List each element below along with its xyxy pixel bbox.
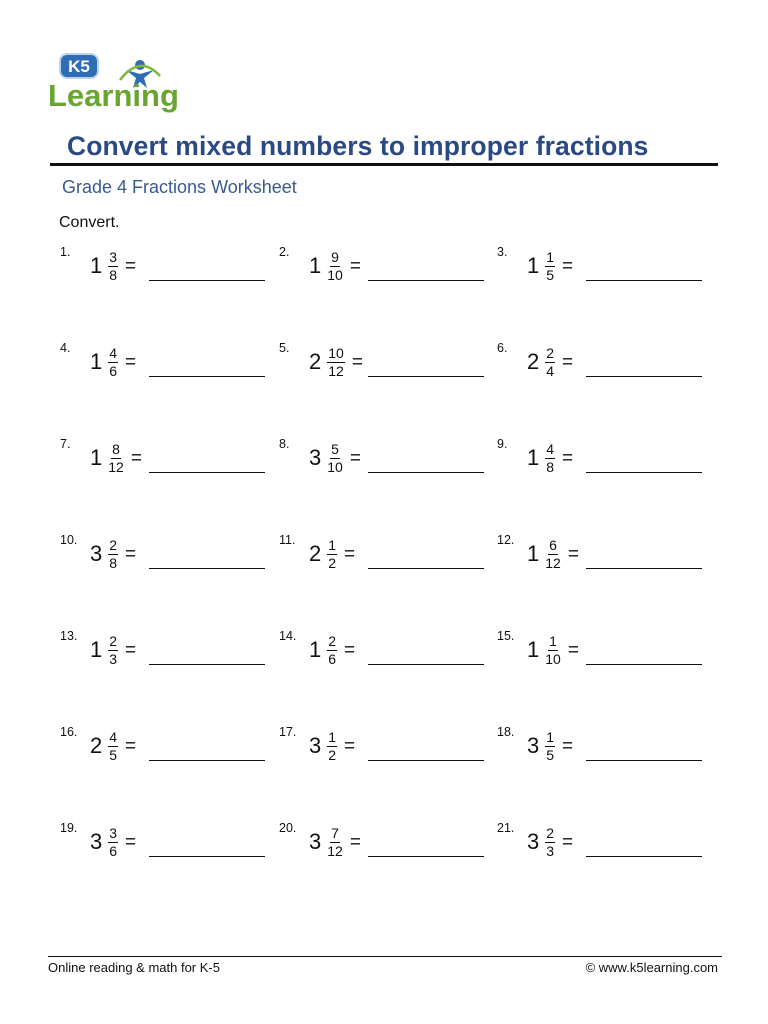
mixed-number	[309, 440, 361, 476]
fraction	[327, 730, 337, 763]
fraction	[545, 826, 555, 859]
whole-number: 3	[309, 445, 322, 470]
fraction	[545, 250, 555, 283]
numerator: 10	[328, 344, 344, 361]
denominator: 2	[328, 746, 337, 763]
numerator: 1	[546, 728, 555, 745]
problem-number: 5.	[279, 341, 290, 355]
fraction	[108, 730, 118, 763]
equals-sign: =	[562, 447, 574, 469]
answer-blank[interactable]	[149, 760, 265, 761]
problem-number: 13.	[60, 629, 78, 643]
denominator: 10	[327, 266, 343, 283]
equals-sign: =	[125, 351, 137, 373]
problem-item	[497, 437, 702, 481]
answer-blank[interactable]	[368, 472, 484, 473]
mixed-number	[309, 536, 355, 572]
logo-badge-text: K5	[68, 57, 90, 76]
whole-number: 1	[309, 637, 322, 662]
numerator: 1	[328, 728, 337, 745]
equals-sign: =	[344, 543, 356, 565]
denominator: 12	[108, 458, 124, 475]
fraction	[545, 346, 555, 379]
problem-item	[279, 533, 484, 577]
numerator: 5	[331, 440, 339, 457]
equals-sign: =	[125, 543, 137, 565]
mixed-number	[309, 632, 355, 668]
answer-blank[interactable]	[586, 760, 702, 761]
fraction	[327, 634, 337, 667]
equals-sign: =	[130, 447, 142, 469]
numerator: 9	[331, 248, 339, 265]
denominator: 2	[328, 554, 337, 571]
numerator: 2	[546, 824, 555, 841]
worksheet-subtitle: Grade 4 Fractions Worksheet	[62, 177, 297, 197]
problem-item	[60, 533, 265, 577]
mixed-number	[527, 824, 573, 860]
denominator: 10	[545, 650, 561, 667]
answer-blank[interactable]	[149, 376, 265, 377]
problem-number: 7.	[60, 437, 71, 451]
mixed-number	[90, 536, 136, 572]
whole-number: 1	[527, 637, 540, 662]
footer-website: © www.k5learning.com	[585, 960, 718, 975]
problem-item	[497, 245, 702, 289]
fraction	[545, 634, 561, 667]
denominator: 6	[109, 362, 118, 379]
title-divider	[50, 163, 718, 166]
numerator: 2	[546, 344, 555, 361]
worksheet-title: Convert mixed numbers to improper fractions	[67, 131, 649, 161]
equals-sign: =	[562, 255, 574, 277]
whole-number: 3	[90, 829, 103, 854]
answer-blank[interactable]	[586, 280, 702, 281]
answer-blank[interactable]	[586, 664, 702, 665]
whole-number: 1	[527, 541, 540, 566]
fraction	[545, 442, 555, 475]
fraction	[108, 346, 118, 379]
problem-item	[497, 533, 702, 577]
answer-blank[interactable]	[368, 280, 484, 281]
numerator: 4	[109, 728, 118, 745]
fraction	[327, 442, 343, 475]
numerator: 4	[109, 344, 118, 361]
numerator: 7	[331, 824, 339, 841]
equals-sign: =	[562, 351, 574, 373]
fraction	[108, 634, 118, 667]
equals-sign: =	[125, 831, 137, 853]
denominator: 4	[546, 362, 555, 379]
problem-number: 8.	[279, 437, 290, 451]
fraction	[108, 826, 118, 859]
whole-number: 1	[527, 253, 540, 278]
problem-number: 21.	[497, 821, 515, 835]
whole-number: 2	[309, 541, 322, 566]
problem-number: 20.	[279, 821, 297, 835]
instruction-text: Convert.	[59, 214, 120, 231]
whole-number: 3	[527, 829, 540, 854]
problem-number: 4.	[60, 341, 71, 355]
mixed-number	[90, 632, 136, 668]
whole-number: 1	[90, 349, 103, 374]
denominator: 3	[109, 650, 118, 667]
numerator: 2	[328, 632, 337, 649]
whole-number: 3	[527, 733, 540, 758]
whole-number: 1	[90, 445, 103, 470]
whole-number: 1	[90, 253, 103, 278]
equals-sign: =	[125, 735, 137, 757]
problem-number: 12.	[497, 533, 515, 547]
fraction	[108, 250, 118, 283]
answer-blank[interactable]	[368, 760, 484, 761]
equals-sign: =	[349, 447, 361, 469]
problem-item	[60, 725, 265, 769]
numerator: 3	[109, 824, 118, 841]
problem-number: 6.	[497, 341, 508, 355]
problem-number: 18.	[497, 725, 515, 739]
fraction	[327, 250, 343, 283]
problem-item	[497, 725, 702, 769]
numerator: 1	[549, 632, 557, 649]
numerator: 8	[112, 440, 120, 457]
problem-item	[279, 245, 484, 289]
whole-number: 1	[90, 637, 103, 662]
problem-item	[279, 725, 484, 769]
whole-number: 2	[90, 733, 103, 758]
answer-blank[interactable]	[149, 856, 265, 857]
answer-blank[interactable]	[586, 376, 702, 377]
problem-number: 15.	[497, 629, 515, 643]
equals-sign: =	[125, 639, 137, 661]
whole-number: 2	[527, 349, 540, 374]
mixed-number	[309, 824, 361, 860]
mixed-number	[309, 728, 355, 764]
answer-blank[interactable]	[149, 280, 265, 281]
answer-blank[interactable]	[149, 472, 265, 473]
problem-item	[497, 821, 702, 865]
answer-blank[interactable]	[368, 664, 484, 665]
denominator: 8	[546, 458, 555, 475]
problem-number: 3.	[497, 245, 508, 259]
equals-sign: =	[349, 255, 361, 277]
fraction	[108, 442, 124, 475]
denominator: 6	[109, 842, 118, 859]
problem-number: 11.	[279, 533, 296, 547]
fraction	[327, 538, 337, 571]
numerator: 1	[546, 248, 555, 265]
problem-item	[60, 245, 265, 289]
numerator: 4	[546, 440, 555, 457]
denominator: 5	[109, 746, 118, 763]
numerator: 2	[109, 632, 118, 649]
fraction	[327, 346, 345, 379]
mixed-number	[527, 632, 579, 668]
problem-number: 16.	[60, 725, 78, 739]
mixed-number	[527, 728, 573, 764]
equals-sign: =	[125, 255, 137, 277]
problem-number: 10.	[60, 533, 78, 547]
mixed-number	[90, 440, 142, 476]
denominator: 5	[546, 746, 555, 763]
equals-sign: =	[562, 735, 574, 757]
answer-blank[interactable]	[586, 568, 702, 569]
equals-sign: =	[567, 639, 579, 661]
fraction	[545, 730, 555, 763]
problem-number: 2.	[279, 245, 290, 259]
numerator: 2	[109, 536, 118, 553]
mixed-number	[527, 536, 579, 572]
problem-item	[497, 341, 702, 385]
problem-item	[60, 437, 265, 481]
mixed-number	[527, 248, 573, 284]
denominator: 8	[109, 266, 118, 283]
problem-number: 9.	[497, 437, 508, 451]
mixed-number	[309, 248, 361, 284]
mixed-number	[309, 344, 363, 380]
answer-blank[interactable]	[149, 568, 265, 569]
answer-blank[interactable]	[368, 856, 484, 857]
footer-tagline: Online reading & math for K-5	[48, 960, 220, 975]
problem-item	[60, 341, 265, 385]
denominator: 3	[546, 842, 555, 859]
equals-sign: =	[344, 735, 356, 757]
problem-item	[279, 821, 484, 865]
equals-sign: =	[349, 831, 361, 853]
denominator: 12	[545, 554, 561, 571]
denominator: 6	[328, 650, 337, 667]
answer-blank[interactable]	[586, 472, 702, 473]
problem-item	[60, 629, 265, 673]
problem-number: 14.	[279, 629, 297, 643]
equals-sign: =	[351, 351, 363, 373]
problem-item	[497, 629, 702, 673]
problem-number: 1.	[60, 245, 71, 259]
numerator: 3	[109, 248, 118, 265]
footer-divider	[48, 956, 722, 957]
k5-learning-logo	[46, 50, 191, 116]
mixed-number	[90, 728, 136, 764]
mixed-number	[90, 824, 136, 860]
whole-number: 2	[309, 349, 322, 374]
denominator: 12	[327, 842, 343, 859]
answer-blank[interactable]	[368, 376, 484, 377]
equals-sign: =	[567, 543, 579, 565]
answer-blank[interactable]	[586, 856, 702, 857]
problem-item	[279, 437, 484, 481]
fraction	[327, 826, 343, 859]
whole-number: 3	[309, 829, 322, 854]
problem-number: 17.	[279, 725, 297, 739]
whole-number: 3	[90, 541, 103, 566]
numerator: 6	[549, 536, 557, 553]
whole-number: 3	[309, 733, 322, 758]
logo-wordmark: Learning	[48, 78, 179, 113]
problem-item	[279, 629, 484, 673]
numerator: 1	[328, 536, 337, 553]
denominator: 12	[328, 362, 344, 379]
fraction	[545, 538, 561, 571]
equals-sign: =	[562, 831, 574, 853]
mixed-number	[527, 440, 573, 476]
mixed-number	[90, 248, 136, 284]
problem-item	[279, 341, 484, 385]
problem-number: 19.	[60, 821, 78, 835]
mixed-number	[90, 344, 136, 380]
equals-sign: =	[344, 639, 356, 661]
denominator: 5	[546, 266, 555, 283]
denominator: 10	[327, 458, 343, 475]
denominator: 8	[109, 554, 118, 571]
problem-item	[60, 821, 265, 865]
whole-number: 1	[309, 253, 322, 278]
whole-number: 1	[527, 445, 540, 470]
answer-blank[interactable]	[149, 664, 265, 665]
answer-blank[interactable]	[368, 568, 484, 569]
mixed-number	[527, 344, 573, 380]
fraction	[108, 538, 118, 571]
